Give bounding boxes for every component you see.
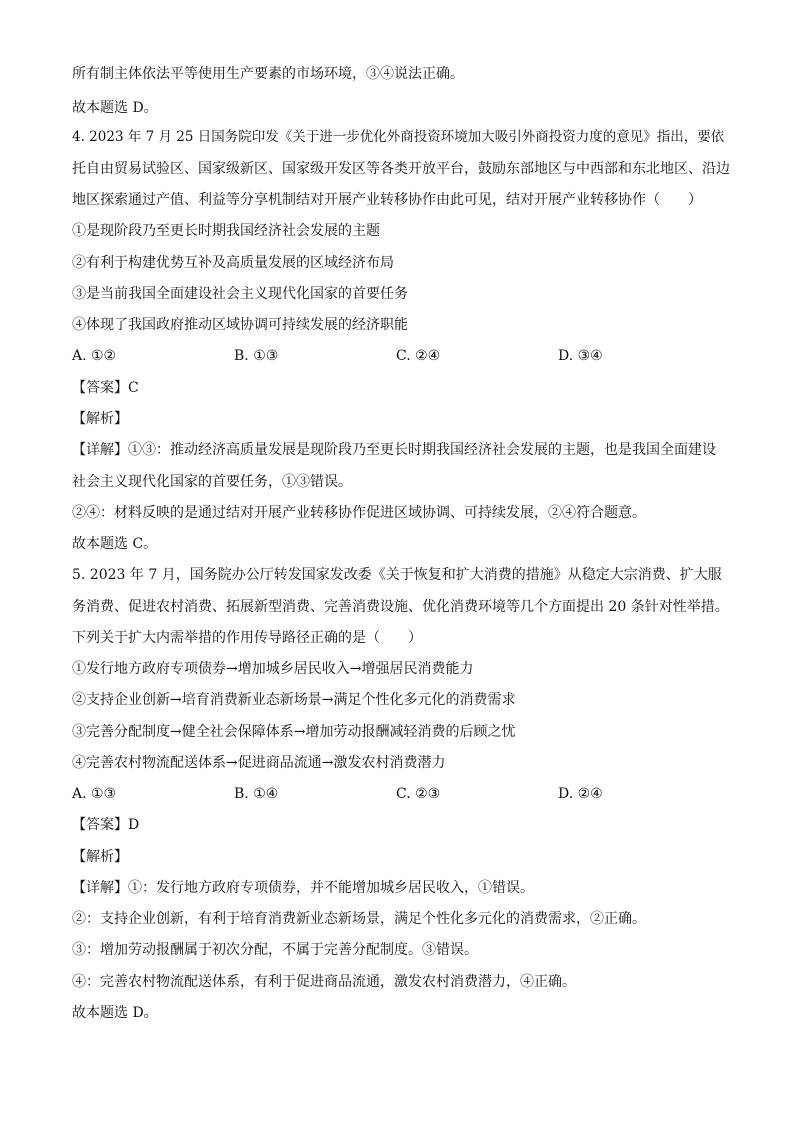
answer-label: 【答案】D bbox=[72, 817, 140, 833]
statement-1: ①是现阶段乃至更长时期我国经济社会发展的主题 bbox=[72, 223, 380, 239]
answer-conclusion: 故本题选 D。 bbox=[72, 100, 158, 116]
answer-label: 【答案】C bbox=[72, 380, 139, 396]
option-a: A. ①② bbox=[72, 348, 117, 364]
statement-4: ④体现了我国政府推动区域协调可持续发展的经济职能 bbox=[72, 317, 408, 333]
question-5-stem: 5. 2023 年 7 月，国务院办公厅转发国家发改委《关于恢复和扩大消费的措施》从稳定大宗消费、扩大服 bbox=[72, 567, 722, 583]
text-line: 下列关于扩大内需举措的作用传导路径正确的是（ ） bbox=[72, 630, 422, 646]
text-line: ②：支持企业创新，有利于培育消费新业态新场景，满足个性化多元化的消费需求，②正确。 bbox=[72, 911, 646, 927]
statement-2: ②有利于构建优势互补及高质量发展的区域经济布局 bbox=[72, 255, 394, 271]
option-d: D. ②④ bbox=[558, 786, 603, 802]
statement-3: ③完善分配制度→健全社会保障体系→增加劳动报酬减轻消费的后顾之忧 bbox=[72, 724, 516, 740]
text-line: 所有制主体依法平等使用生产要素的市场环境，③④说法正确。 bbox=[72, 66, 464, 82]
statement-3: ③是当前我国全面建设社会主义现代化国家的首要任务 bbox=[72, 286, 408, 302]
answer-conclusion: 故本题选 C。 bbox=[72, 536, 158, 552]
question-4-options bbox=[72, 346, 732, 366]
question-4-stem: 4. 2023 年 7 月 25 日国务院印发《关于进一步优化外商投资环境加大吸引外商投资力度的意见》指出，要依 bbox=[72, 129, 725, 145]
analysis-label: 【解析】 bbox=[72, 849, 128, 865]
answer-conclusion: 故本题选 D。 bbox=[72, 1005, 158, 1021]
option-a: A. ①③ bbox=[72, 786, 117, 802]
text-line: 地区探索通过产值、利益等分享机制结对开展产业转移协作由此可见，结对开展产业转移协作（ ） bbox=[72, 192, 702, 208]
text-line: ②④：材料反映的是通过结对开展产业转移协作促进区域协调、可持续发展，②④符合题意。 bbox=[72, 505, 646, 521]
text-line: 托自由贸易试验区、国家级新区、国家级开发区等各类开放平台，鼓励东部地区与中西部和东北地区、沿边 bbox=[72, 161, 730, 177]
question-5-options bbox=[72, 784, 732, 804]
text-line: ④：完善农村物流配送体系，有利于促进商品流通，激发农村消费潜力，④正确。 bbox=[72, 974, 576, 990]
analysis-label: 【解析】 bbox=[72, 411, 128, 427]
detail-explanation: 【详解】①③：推动经济高质量发展是现阶段乃至更长时期我国经济社会发展的主题，也是我国全面建设 bbox=[72, 442, 716, 458]
text-line: 社会主义现代化国家的首要任务，①③错误。 bbox=[72, 474, 352, 490]
option-c: C. ②③ bbox=[396, 786, 441, 802]
text-line: ③：增加劳动报酬属于初次分配，不属于完善分配制度。③错误。 bbox=[72, 942, 478, 958]
statement-2: ②支持企业创新→培育消费新业态新场景→满足个性化多元化的消费需求 bbox=[72, 692, 516, 708]
statement-4: ④完善农村物流配送体系→促进商品流通→激发农村消费潜力 bbox=[72, 755, 446, 771]
option-b: B. ①③ bbox=[234, 348, 279, 364]
option-c: C. ②④ bbox=[396, 348, 441, 364]
statement-1: ①发行地方政府专项债券→增加城乡居民收入→增强居民消费能力 bbox=[72, 661, 474, 677]
option-d: D. ③④ bbox=[558, 348, 603, 364]
option-b: B. ①④ bbox=[234, 786, 279, 802]
detail-explanation: 【详解】①：发行地方政府专项债券，并不能增加城乡居民收入，①错误。 bbox=[72, 880, 534, 896]
text-line: 务消费、促进农村消费、拓展新型消费、完善消费设施、优化消费环境等几个方面提出 20 条针对性举措。 bbox=[72, 599, 729, 615]
